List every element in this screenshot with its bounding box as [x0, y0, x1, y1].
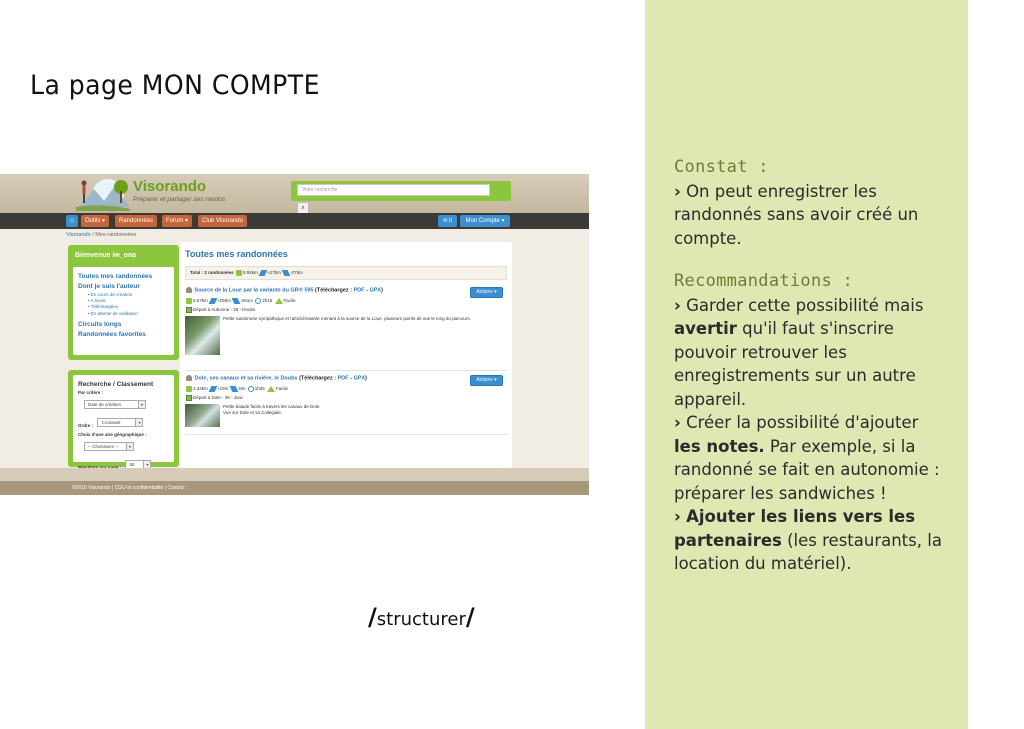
- geo-label: Choix d'une aire géographique :: [78, 432, 147, 437]
- hike-level: Facile: [283, 298, 296, 304]
- breadcrumb-home[interactable]: Visorando: [66, 232, 91, 238]
- download-sep: -: [348, 375, 354, 382]
- download-sep: -: [364, 287, 370, 294]
- welcome-title: Bienvenue iw_ona: [75, 252, 137, 259]
- total-distance: 8.92km: [242, 270, 258, 275]
- order-select[interactable]: Croissant ▾: [97, 418, 143, 427]
- hike-start-text: Départ à Dole - 39 - Jura: [193, 395, 243, 401]
- hike-title: [185, 375, 507, 381]
- hike-start: [185, 395, 507, 401]
- criterion-label: Par critère :: [78, 390, 104, 395]
- reco-2-c: Par exemple, si la randonné se fait en autonomie : préparer les sandwiches !: [674, 436, 940, 503]
- link-sub-pending[interactable]: • En attente de validation: [78, 311, 169, 317]
- constat-text: [674, 180, 944, 251]
- reco-item-1: [674, 294, 944, 412]
- total-count: Total : 2 randonnées: [190, 270, 234, 275]
- footer-text[interactable]: ©2015 Visorando | CGU et confidentialité | Contact: [72, 485, 185, 491]
- hikers-logo-icon: [74, 177, 132, 211]
- gpx-link[interactable]: GPX: [369, 287, 382, 294]
- hike-description: [223, 316, 471, 355]
- reco-item-2: [674, 411, 944, 505]
- hike-photo[interactable]: [185, 316, 220, 355]
- hike-descent: -8m: [237, 386, 246, 392]
- constat-heading: Constat :: [674, 157, 769, 177]
- hike-ascent: +19m: [217, 386, 229, 392]
- clock-icon: [255, 298, 261, 304]
- reco-1-bold: avertir: [674, 319, 737, 338]
- mail-icon[interactable]: ✉ 0: [438, 215, 457, 227]
- total-ascent: +275m: [266, 270, 281, 275]
- site-header: [0, 174, 589, 213]
- total-descent: -275m: [290, 270, 303, 275]
- hike-start: [185, 307, 507, 313]
- account-menu: [68, 245, 179, 360]
- hike-body: [185, 404, 507, 427]
- link-all-hikes[interactable]: Toutes mes randonnées: [78, 273, 153, 280]
- pdf-link[interactable]: PDF: [353, 287, 365, 294]
- reco-3-bold: Ajouter les liens vers les partenaires: [674, 507, 916, 550]
- order-label: Ordre :: [78, 423, 94, 428]
- link-favorites[interactable]: Randonnées favorites: [78, 330, 146, 338]
- search-box: [291, 181, 511, 211]
- reco-1-a: Garder cette possibilité mais: [686, 295, 924, 315]
- hike-desc-line: Petite randonnée sympathique et rafraîchissante menant à la source de la Loue, plusieurs points de vue le long du parcours.: [223, 316, 471, 322]
- hike-duration: 2h15: [262, 298, 273, 304]
- divider: [185, 434, 507, 435]
- shoe-icon: [186, 287, 192, 293]
- main-nav: [0, 213, 589, 229]
- hike-ascent: +256m: [217, 298, 231, 304]
- reco-2-bold: les notes.: [674, 436, 765, 456]
- notes-panel: [645, 0, 968, 729]
- nav-outils[interactable]: Outils ▾: [81, 215, 109, 227]
- breadcrumb-current: Mes randonnées: [95, 232, 137, 238]
- actions-button[interactable]: Actions ▾: [470, 287, 503, 298]
- reco-1-c: qu'il faut s'inscrire pouvoir retrouver les enregistrements sur un autre appareil.: [674, 319, 916, 409]
- account-menu-links: [73, 267, 174, 355]
- link-sub-creating[interactable]: • En cours de création: [78, 292, 169, 298]
- chevron-icon: ›: [674, 413, 681, 432]
- hike-body: [185, 316, 507, 355]
- hike-desc-line: Petite balade facile à travers les canaux de Dole.: [223, 404, 321, 410]
- site-tagline: Préparer et partager ses randos: [133, 196, 226, 203]
- clock-icon: [248, 386, 254, 392]
- hikes-panel: [180, 242, 512, 468]
- structure-tag-text: structurer: [376, 609, 466, 630]
- hike-distance: 3.34km: [193, 386, 208, 392]
- search-input[interactable]: Votre recherche: [297, 184, 490, 196]
- nav-randonnees[interactable]: Randonnées: [115, 215, 157, 227]
- distance-icon: [186, 386, 192, 392]
- criterion-select[interactable]: Date de création ▾: [84, 400, 146, 409]
- chevron-icon: ›: [674, 507, 681, 526]
- hike-descent: -261m: [240, 298, 253, 304]
- site-footer: [0, 481, 589, 495]
- download-label: (Téléchargez :: [315, 287, 354, 294]
- download-end: ): [381, 287, 383, 294]
- map-icon: [186, 395, 192, 401]
- hike-desc-line: Vue sur Dole et sa Collégiale.: [223, 410, 283, 416]
- search-sort-inner: [73, 375, 174, 467]
- chevron-icon: ›: [674, 295, 681, 315]
- hike-distance: 5.67km: [193, 298, 208, 304]
- reco-2-a: Créer la possibilité d'ajouter: [686, 413, 919, 432]
- hike-item: [185, 375, 507, 427]
- hike-stats: [185, 386, 507, 392]
- difficulty-icon: [275, 298, 283, 304]
- link-sub-downloaded[interactable]: • Téléchargées: [78, 304, 169, 310]
- total-bar: [185, 266, 507, 280]
- home-icon[interactable]: ⌂: [66, 215, 78, 227]
- link-sub-review[interactable]: • A revoir: [78, 298, 169, 304]
- search-sort-box: [68, 370, 179, 467]
- map-icon: [186, 307, 192, 313]
- hike-duration: 1h05: [254, 386, 265, 392]
- constat-body: On peut enregistrer les randonnés sans avoir créé un compte.: [674, 181, 919, 248]
- shoe-icon: [186, 375, 192, 381]
- link-long-circuits[interactable]: Circuits longs: [78, 320, 122, 328]
- breadcrumb-sep: /: [90, 232, 96, 238]
- site-logo[interactable]: Visorando: [133, 178, 207, 195]
- link-author[interactable]: Dont je suis l'auteur: [78, 283, 140, 290]
- hike-item: [185, 287, 507, 355]
- per-page-select[interactable]: 50 ▾: [125, 460, 151, 469]
- hike-name[interactable]: Dole, ses canaux et sa rivière, le Doubs: [194, 375, 298, 382]
- hike-start-text: Départ à Aubonne - 25 - Doubs: [193, 307, 256, 313]
- breadcrumb: [66, 232, 136, 238]
- pdf-link[interactable]: PDF: [337, 375, 349, 382]
- website-screenshot: [0, 174, 589, 495]
- nav-club[interactable]: Club Visorando: [198, 215, 247, 227]
- download-label: (Téléchargez :: [299, 375, 338, 382]
- structure-tag: /structurer/: [368, 603, 475, 631]
- hikes-title: Toutes mes randonnées: [185, 249, 288, 259]
- footer-band: [0, 468, 589, 481]
- hike-description: [223, 404, 321, 427]
- distance-icon: [186, 298, 192, 304]
- page-title: La page MON COMPTE: [30, 70, 320, 101]
- reco-heading: Recommandations :: [674, 271, 854, 291]
- my-account-button[interactable]: Mon Compte ▾: [460, 215, 510, 227]
- hike-photo[interactable]: [185, 404, 220, 427]
- distance-icon: [236, 270, 242, 276]
- search-icon[interactable]: ⌕: [297, 202, 309, 214]
- chevron-icon: ›: [674, 181, 681, 201]
- geo-select[interactable]: -- Choisissez -- ▾: [84, 442, 134, 451]
- hike-name[interactable]: Source de la Loue par la variante du GR® 595: [194, 287, 314, 294]
- sidebar: [68, 245, 179, 467]
- search-sort-title: Recherche / Classement: [78, 381, 154, 388]
- reco-3-c: (les restaurants, la location du matériel).: [674, 530, 942, 573]
- notes-content: [674, 156, 944, 576]
- hike-title: [185, 287, 507, 293]
- difficulty-icon: [267, 386, 275, 392]
- divider: [185, 370, 507, 371]
- hike-stats: [185, 298, 507, 304]
- download-end: ): [365, 375, 367, 382]
- actions-button[interactable]: Actions ▾: [470, 375, 503, 386]
- gpx-link[interactable]: GPX: [353, 375, 366, 382]
- hike-level: Facile: [275, 386, 288, 392]
- nav-forum[interactable]: Forum ▾: [162, 215, 192, 227]
- reco-item-3: [674, 505, 944, 576]
